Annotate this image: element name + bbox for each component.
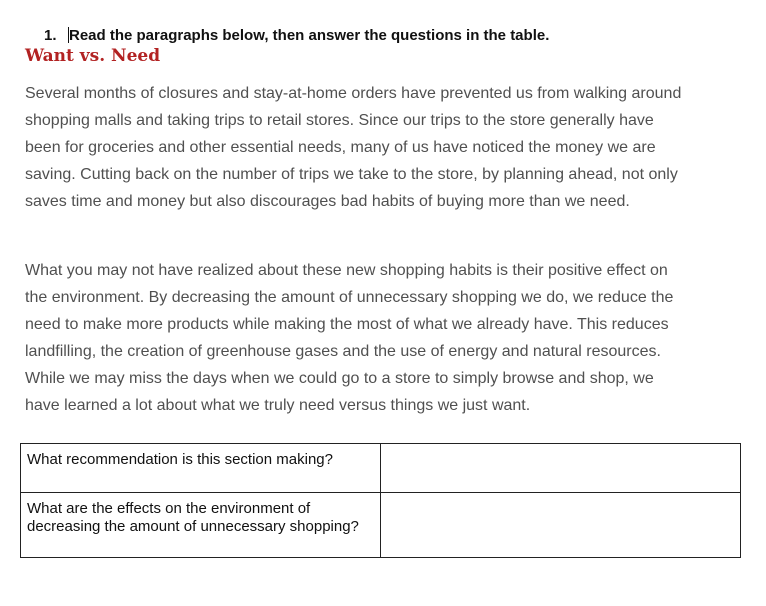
paragraph-1: Several months of closures and stay-at-home orders have prevented us from walking around shopping malls and taking trips to retail stores. Since our trips to the store generally have been for groceries and other essential needs, many of us have noticed the money we are saving. Cutting back on the number of trips we take to the store, by planning ahead, not only saves time and money but also discourages bad habits of buying more than we need. bbox=[25, 85, 682, 210]
table-row bbox=[21, 444, 741, 493]
answer-cell[interactable] bbox=[381, 493, 741, 558]
instruction-text: Read the paragraphs below, then answer the questions in the table. bbox=[69, 27, 550, 44]
table-row bbox=[21, 493, 741, 558]
paragraph-2: What you may not have realized about these new shopping habits is their positive effect on the environment. By decreasing the amount of unnecessary shopping we do, we reduce the need to make more products while making the most of what we already have. This reduces landfilling, the creation of greenhouse gases and the use of energy and natural resources. While we may miss the days when we could go to a store to simply browse and shop, we have learned a lot about what we truly need versus things we just want. bbox=[25, 262, 674, 414]
question-table bbox=[20, 443, 741, 558]
question-cell: What recommendation is this section making? bbox=[21, 444, 381, 493]
section-heading: Want vs. Need bbox=[25, 46, 161, 66]
list-number: 1. bbox=[44, 27, 57, 44]
instruction-line bbox=[44, 27, 549, 44]
question-cell: What are the effects on the environment of decreasing the amount of unnecessary shopping? bbox=[21, 493, 381, 558]
answer-cell[interactable] bbox=[381, 444, 741, 493]
